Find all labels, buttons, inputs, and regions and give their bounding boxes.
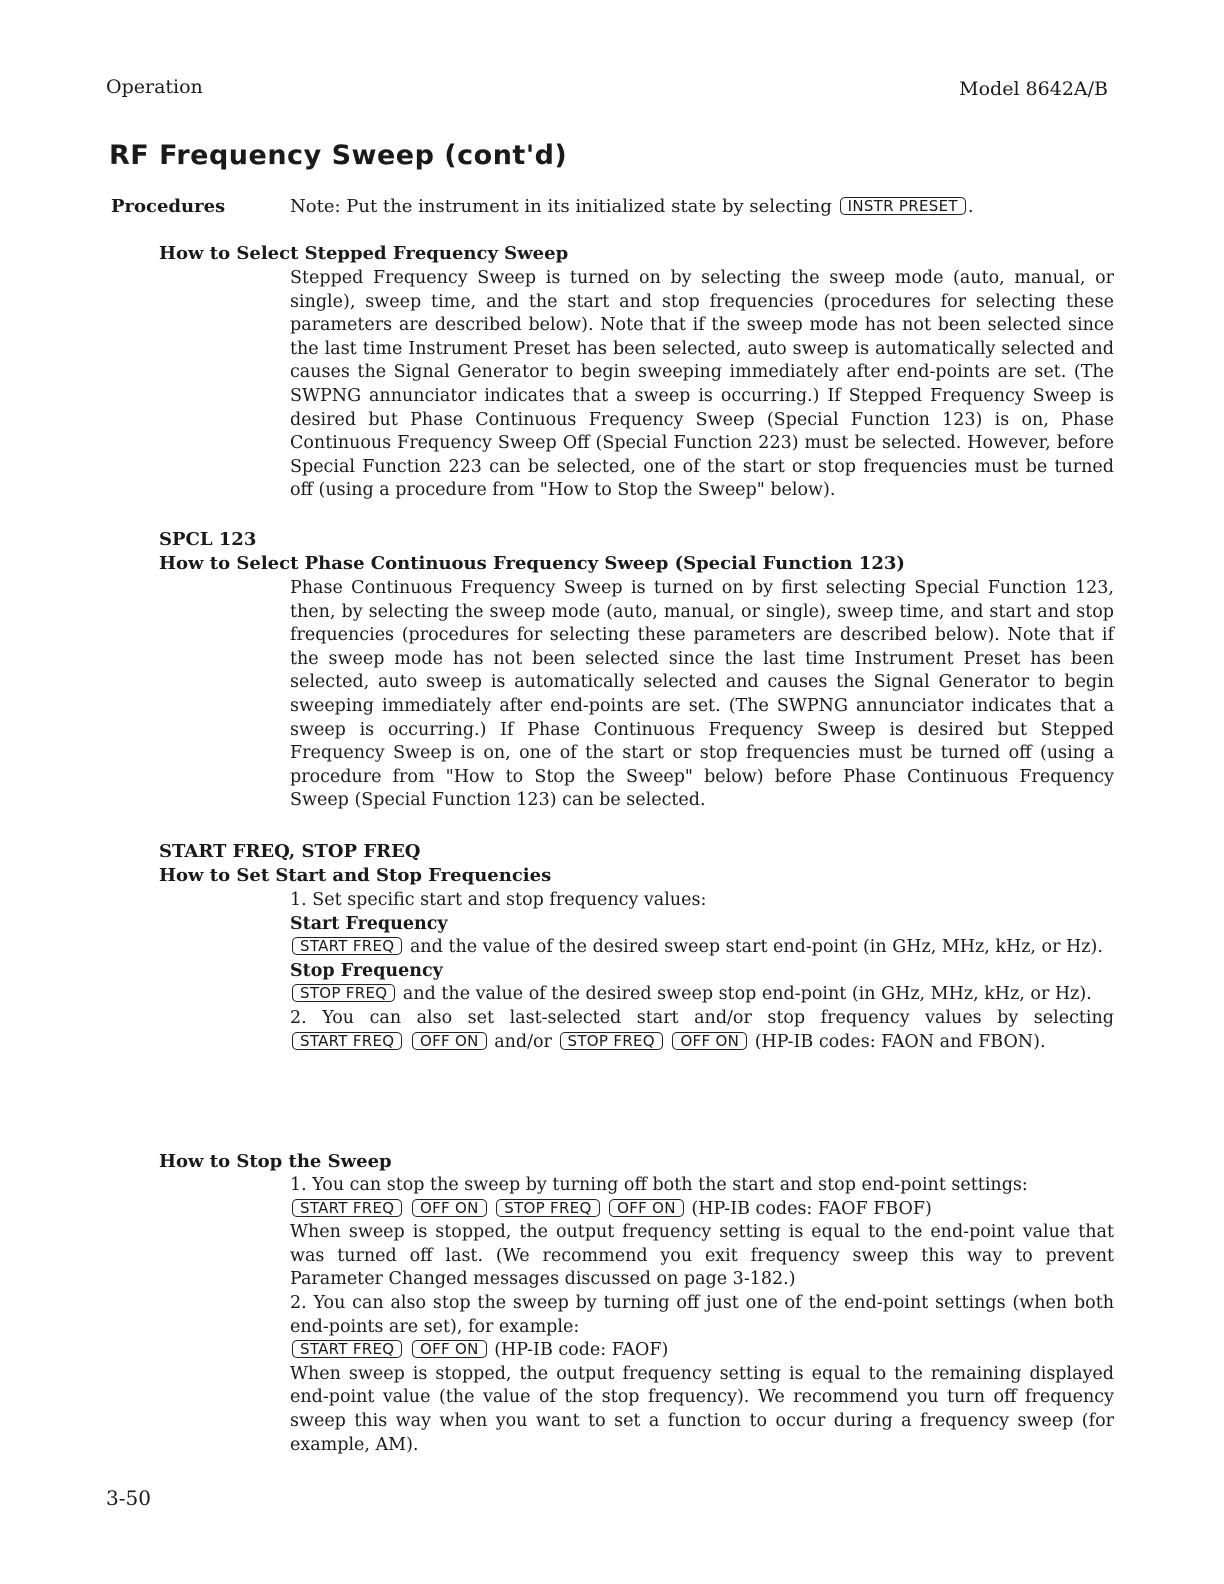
stopsweep-keys2 — [290, 1339, 1114, 1363]
stopsweep-after1: When sweep is stopped, the output frequency setting is equal to the end-point value that was turned off last. (We recommend you exit frequency sweep this way to prevent Parameter Changed messages discussed on page 3-182.) — [290, 1222, 1114, 1290]
instr-preset-key: INSTR PRESET — [840, 197, 966, 215]
phase-paragraph: Phase Continuous Frequency Sweep is turned on by first selecting Special Function 123, then, by selecting the sweep mode (auto, manual, or single), sweep time, and start and stop frequencies (procedures for selecting these parameters are described below). Note that if the sweep mode has not been selected since the last time Instrument Preset has been selected, auto sweep is automatically selected and causes the Signal Generator to begin sweeping immediately after end-points are set. (The SWPNG annunciator indicates that a sweep is occurring.) If Phase Continuous Frequency Sweep is desired but Stepped Frequency Sweep is on, one of the start or stop frequencies must be turned off (using a procedure from "How to Stop the Sweep" below) before Phase Continuous Frequency Sweep (Special Function 123) can be selected. — [290, 578, 1114, 811]
start-frequency-desc: and the value of the desired sweep start end-point (in GHz, MHz, kHz, or Hz). — [409, 937, 1103, 958]
stopsweep-step1: 1. You can stop the sweep by turning off both the start and stop end-point settings: — [290, 1175, 1028, 1195]
stop-frequency-heading: Stop Frequency — [290, 960, 443, 981]
phase-body — [290, 577, 1114, 813]
preset-note — [290, 196, 974, 217]
start-freq-key: START FREQ — [292, 937, 402, 955]
stop-frequency-text — [290, 983, 1114, 1007]
page-number: 3-50 — [106, 1486, 151, 1510]
stopsweep-codes2: (HP-IB code: FAOF) — [494, 1340, 669, 1361]
stop-freq-key: STOP FREQ — [560, 1032, 663, 1050]
step2-text: 2. You can also set last-selected start and/or stop frequency values by selecting — [290, 1007, 1114, 1028]
off-on-key: OFF ON — [412, 1032, 487, 1050]
start-freq-key: START FREQ — [292, 1032, 402, 1050]
start-frequency-heading: Start Frequency — [290, 913, 448, 934]
stopsweep-body — [290, 1174, 1114, 1457]
procedures-label: Procedures — [111, 196, 226, 217]
startstop-step2 — [290, 1007, 1114, 1054]
andor-text: and/or — [494, 1031, 552, 1052]
header-model: Model 8642A/B — [959, 78, 1108, 100]
stop-freq-key: STOP FREQ — [292, 984, 395, 1002]
header-section: Operation — [106, 76, 203, 98]
note-end: . — [967, 196, 974, 217]
stopsweep-codes1: (HP-IB codes: FAOF FBOF) — [691, 1198, 932, 1219]
phase-heading: How to Select Phase Continuous Frequency Sweep (Special Function 123) — [159, 553, 905, 574]
page-title: RF Frequency Sweep (cont'd) — [109, 140, 568, 171]
stepped-body — [290, 267, 1114, 503]
start-freq-key: START FREQ — [292, 1340, 402, 1358]
off-on-key: OFF ON — [672, 1032, 747, 1050]
stopsweep-after2: When sweep is stopped, the output frequency setting is equal to the remaining displayed end-point value (the value of the stop frequency). We recommend you turn off frequency sweep this way when you want to set a function to occur during a frequency sweep (for example, AM). — [290, 1363, 1114, 1455]
start-frequency-text — [290, 936, 1114, 960]
stopsweep-heading: How to Stop the Sweep — [159, 1151, 392, 1172]
startstop-step1: 1. Set specific start and stop frequency values: — [290, 890, 707, 910]
off-on-key: OFF ON — [609, 1199, 684, 1217]
startstop-heading: How to Set Start and Stop Frequencies — [159, 865, 552, 886]
startstop-keyword: START FREQ, STOP FREQ — [159, 841, 421, 862]
stopsweep-keys1 — [290, 1198, 1114, 1222]
startstop-body — [290, 889, 1114, 1054]
spcl-keyword: SPCL 123 — [159, 529, 257, 550]
stop-freq-key: STOP FREQ — [496, 1199, 599, 1217]
step2-codes: (HP-IB codes: FAON and FBON). — [754, 1031, 1046, 1052]
off-on-key: OFF ON — [412, 1340, 487, 1358]
off-on-key: OFF ON — [412, 1199, 487, 1217]
start-freq-key: START FREQ — [292, 1199, 402, 1217]
stepped-paragraph: Stepped Frequency Sweep is turned on by selecting the sweep mode (auto, manual, or single), sweep time, and the start and stop frequencies (procedures for selecting these parameters are described below). Note that if the sweep mode has not been selected since the last time Instrument Preset has been selected, auto sweep is automatically selected and causes the Signal Generator to begin sweeping immediately after end-points are set. (The SWPNG annunciator indicates that a sweep is occurring.) If Stepped Frequency Sweep is desired but Phase Continuous Frequency Sweep (Special Function 123) is on, Phase Continuous Frequency Sweep Off (Special Function 223) must be selected. However, before Special Function 223 can be selected, one of the start or stop frequencies must be turned off (using a procedure from "How to Stop the Sweep" below). — [290, 268, 1114, 501]
stepped-heading: How to Select Stepped Frequency Sweep — [159, 243, 569, 264]
stopsweep-step2: 2. You can also stop the sweep by turning off just one of the end-point settings (when both end-points are set), for example: — [290, 1292, 1114, 1337]
note-text: Note: Put the instrument in its initialized state by selecting — [290, 196, 832, 217]
stop-frequency-desc: and the value of the desired sweep stop end-point (in GHz, MHz, kHz, or Hz). — [402, 984, 1092, 1005]
